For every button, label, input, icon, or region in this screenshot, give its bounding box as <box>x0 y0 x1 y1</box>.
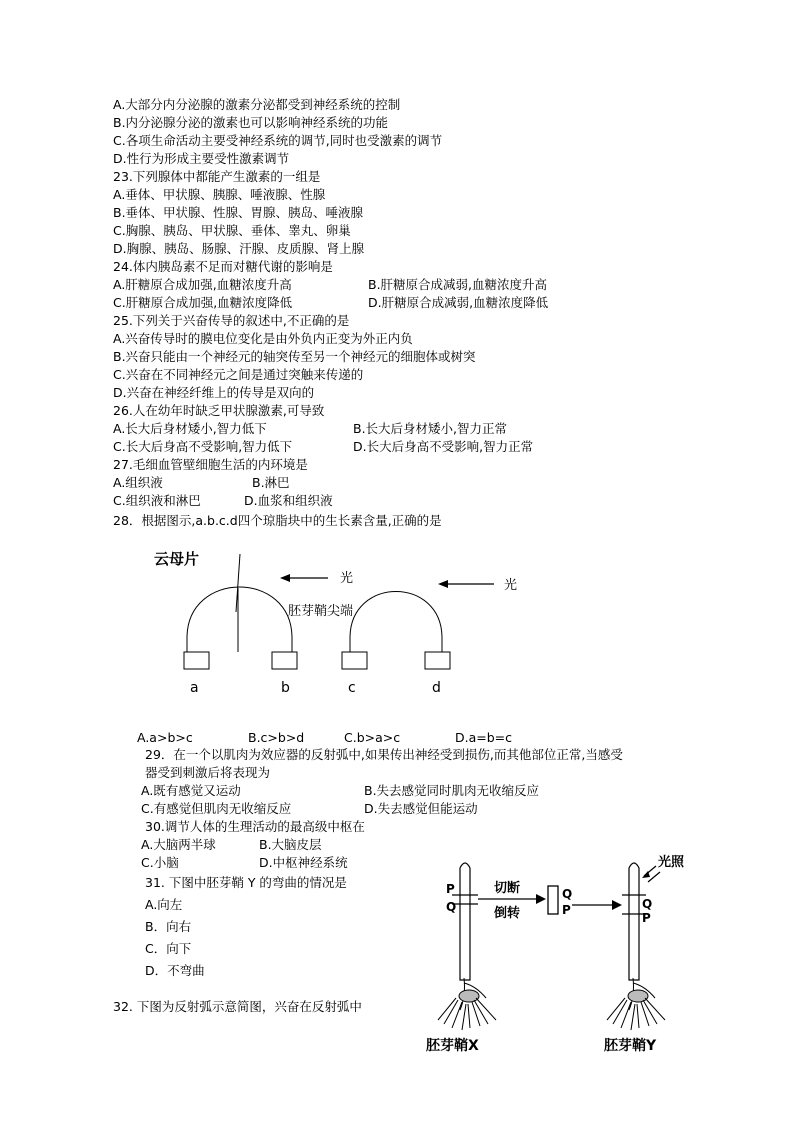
q30-option-d: D.中枢神经系统 <box>259 855 348 870</box>
light-arrowhead-right <box>438 580 448 588</box>
block-label-c: c <box>348 680 356 696</box>
q22-option-b: B.内分泌腺分泌的激素也可以影响神经系统的功能 <box>113 115 389 130</box>
q29-stem-line1: 29．在一个以肌肉为效应器的反射弧中,如果传出神经受到损伤,而其他部位正常,当感受 <box>145 747 623 762</box>
q30-option-a: A.大脑两半球 <box>141 837 216 852</box>
label-p1: P <box>446 882 455 896</box>
q23-stem: 23.下列腺体中都能产生激素的一组是 <box>113 169 321 184</box>
light-label-left: 光 <box>340 571 354 586</box>
q24-option-a: A.肝糖原合成加强,血糖浓度升高 <box>113 277 292 292</box>
light-arrowhead-left <box>280 574 290 582</box>
q31-option-b: B．向右 <box>145 919 192 934</box>
inverted-segment <box>548 886 558 914</box>
label-q1: Q <box>446 900 457 914</box>
q23-option-b: B.垂体、甲状腺、性腺、胃腺、胰岛、唾液腺 <box>113 205 364 220</box>
q31-option-a: A.向左 <box>145 897 183 912</box>
q26-stem: 26.人在幼年时缺乏甲状腺激素,可导致 <box>113 403 325 418</box>
label-q2: Q <box>562 887 573 901</box>
label-invert: 倒转 <box>494 906 521 921</box>
q26-option-b: B.长大后身材矮小,智力正常 <box>353 421 508 436</box>
label-cut: 切断 <box>494 881 521 896</box>
left-coleoptile <box>187 587 292 652</box>
agar-block-c <box>342 652 367 669</box>
q28-option-d: D.a=b=c <box>455 730 513 745</box>
q30-option-b: B.大脑皮层 <box>259 837 322 852</box>
q23-option-a: A.垂体、甲状腺、胰腺、唾液腺、性腺 <box>113 187 326 202</box>
q27-option-a: A.组织液 <box>113 475 163 490</box>
q28-option-c: C.b>a>c <box>344 730 401 745</box>
q22-option-a: A.大部分内分泌腺的激素分泌都受到神经系统的控制 <box>113 97 401 112</box>
q27-stem: 27.毛细血管壁细胞生活的内环境是 <box>113 457 308 472</box>
tip-label: 胚芽鞘尖端 <box>288 604 354 619</box>
q28-auxin-figure <box>140 540 540 700</box>
q25-option-a: A.兴奋传导时的膜电位变化是由外负内正变为外正内负 <box>113 331 413 346</box>
q24-option-c: C.肝糖原合成加强,血糖浓度降低 <box>113 295 293 310</box>
label-coleoptile-y: 胚芽鞘Y <box>604 1038 657 1054</box>
q22-option-c: C.各项生命活动主要受神经系统的调节,同时也受激素的调节 <box>113 133 443 148</box>
block-label-b: b <box>281 680 290 696</box>
q29-option-d: D.失去感觉但能运动 <box>364 801 478 816</box>
label-coleoptile-x: 胚芽鞘X <box>426 1038 479 1054</box>
coleoptile-y <box>607 863 665 1030</box>
q25-option-d: D.兴奋在神经纤维上的传导是双向的 <box>113 385 315 400</box>
q24-stem: 24.体内胰岛素不足而对糖代谢的影响是 <box>113 259 333 274</box>
q31-coleoptile-figure <box>408 848 708 1058</box>
q24-option-b: B.肝糖原合成减弱,血糖浓度升高 <box>368 277 548 292</box>
q30-option-c: C.小脑 <box>141 855 179 870</box>
q28-option-b: B.c>b>d <box>248 730 305 745</box>
q27-option-c: C.组织液和淋巴 <box>113 493 201 508</box>
q32-stem: 32. 下图为反射弧示意简图，兴奋在反射弧中 <box>113 999 362 1014</box>
right-coleoptile <box>350 592 442 653</box>
q28-stem: 28．根据图示,a.b.c.d四个琼脂块中的生长素含量,正确的是 <box>113 513 442 528</box>
q31-option-c: C．向下 <box>145 941 192 956</box>
q24-option-d: D.肝糖原合成减弱,血糖浓度降低 <box>368 295 549 310</box>
agar-block-a <box>184 652 209 669</box>
q30-stem: 30.调节人体的生理活动的最高级中枢在 <box>145 819 365 834</box>
block-label-a: a <box>190 680 199 696</box>
transfer-arrowhead <box>612 900 622 910</box>
q26-option-a: A.长大后身材矮小,智力低下 <box>113 421 267 436</box>
q31-stem: 31. 下图中胚芽鞘 Y 的弯曲的情况是 <box>145 875 347 890</box>
q31-option-d: D．不弯曲 <box>145 963 205 978</box>
light-label-right: 光 <box>504 578 518 593</box>
q29-option-b: B.失去感觉同时肌肉无收缩反应 <box>364 783 540 798</box>
q25-stem: 25.下列关于兴奋传导的叙述中,不正确的是 <box>113 313 350 328</box>
agar-block-d <box>425 652 450 669</box>
q29-option-a: A.既有感觉又运动 <box>141 783 241 798</box>
q23-option-c: C.胸腺、胰岛、甲状腺、垂体、睾丸、卵巢 <box>113 223 351 238</box>
q23-option-d: D.胸腺、胰岛、肠腺、汗腺、皮质腺、肾上腺 <box>113 241 365 256</box>
q27-option-d: D.血浆和组织液 <box>244 493 333 508</box>
q22-option-d: D.性行为形成主要受性激素调节 <box>113 151 290 166</box>
q26-option-c: C.长大后身高不受影响,智力低下 <box>113 439 293 454</box>
block-label-d: d <box>432 680 441 696</box>
q29-stem-line2: 器受到刺激后将表现为 <box>145 765 271 780</box>
q28-option-a: A.a>b>c <box>137 730 193 745</box>
q29-option-c: C.有感觉但肌肉无收缩反应 <box>141 801 292 816</box>
label-p2: P <box>562 903 571 917</box>
q26-option-d: D.长大后身高不受影响,智力正常 <box>353 439 534 454</box>
label-light: 光照 <box>658 855 685 870</box>
q27-option-b: B.淋巴 <box>252 475 290 490</box>
mica-label: 云母片 <box>154 550 200 568</box>
q25-option-c: C.兴奋在不同神经元之间是通过突触来传递的 <box>113 367 364 382</box>
label-q3: Q <box>642 897 653 911</box>
process-arrowhead <box>536 894 546 904</box>
agar-block-b <box>272 652 297 669</box>
label-p3: P <box>642 911 651 925</box>
q25-option-b: B.兴奋只能由一个神经元的轴突传至另一个神经元的细胞体或树突 <box>113 349 476 364</box>
